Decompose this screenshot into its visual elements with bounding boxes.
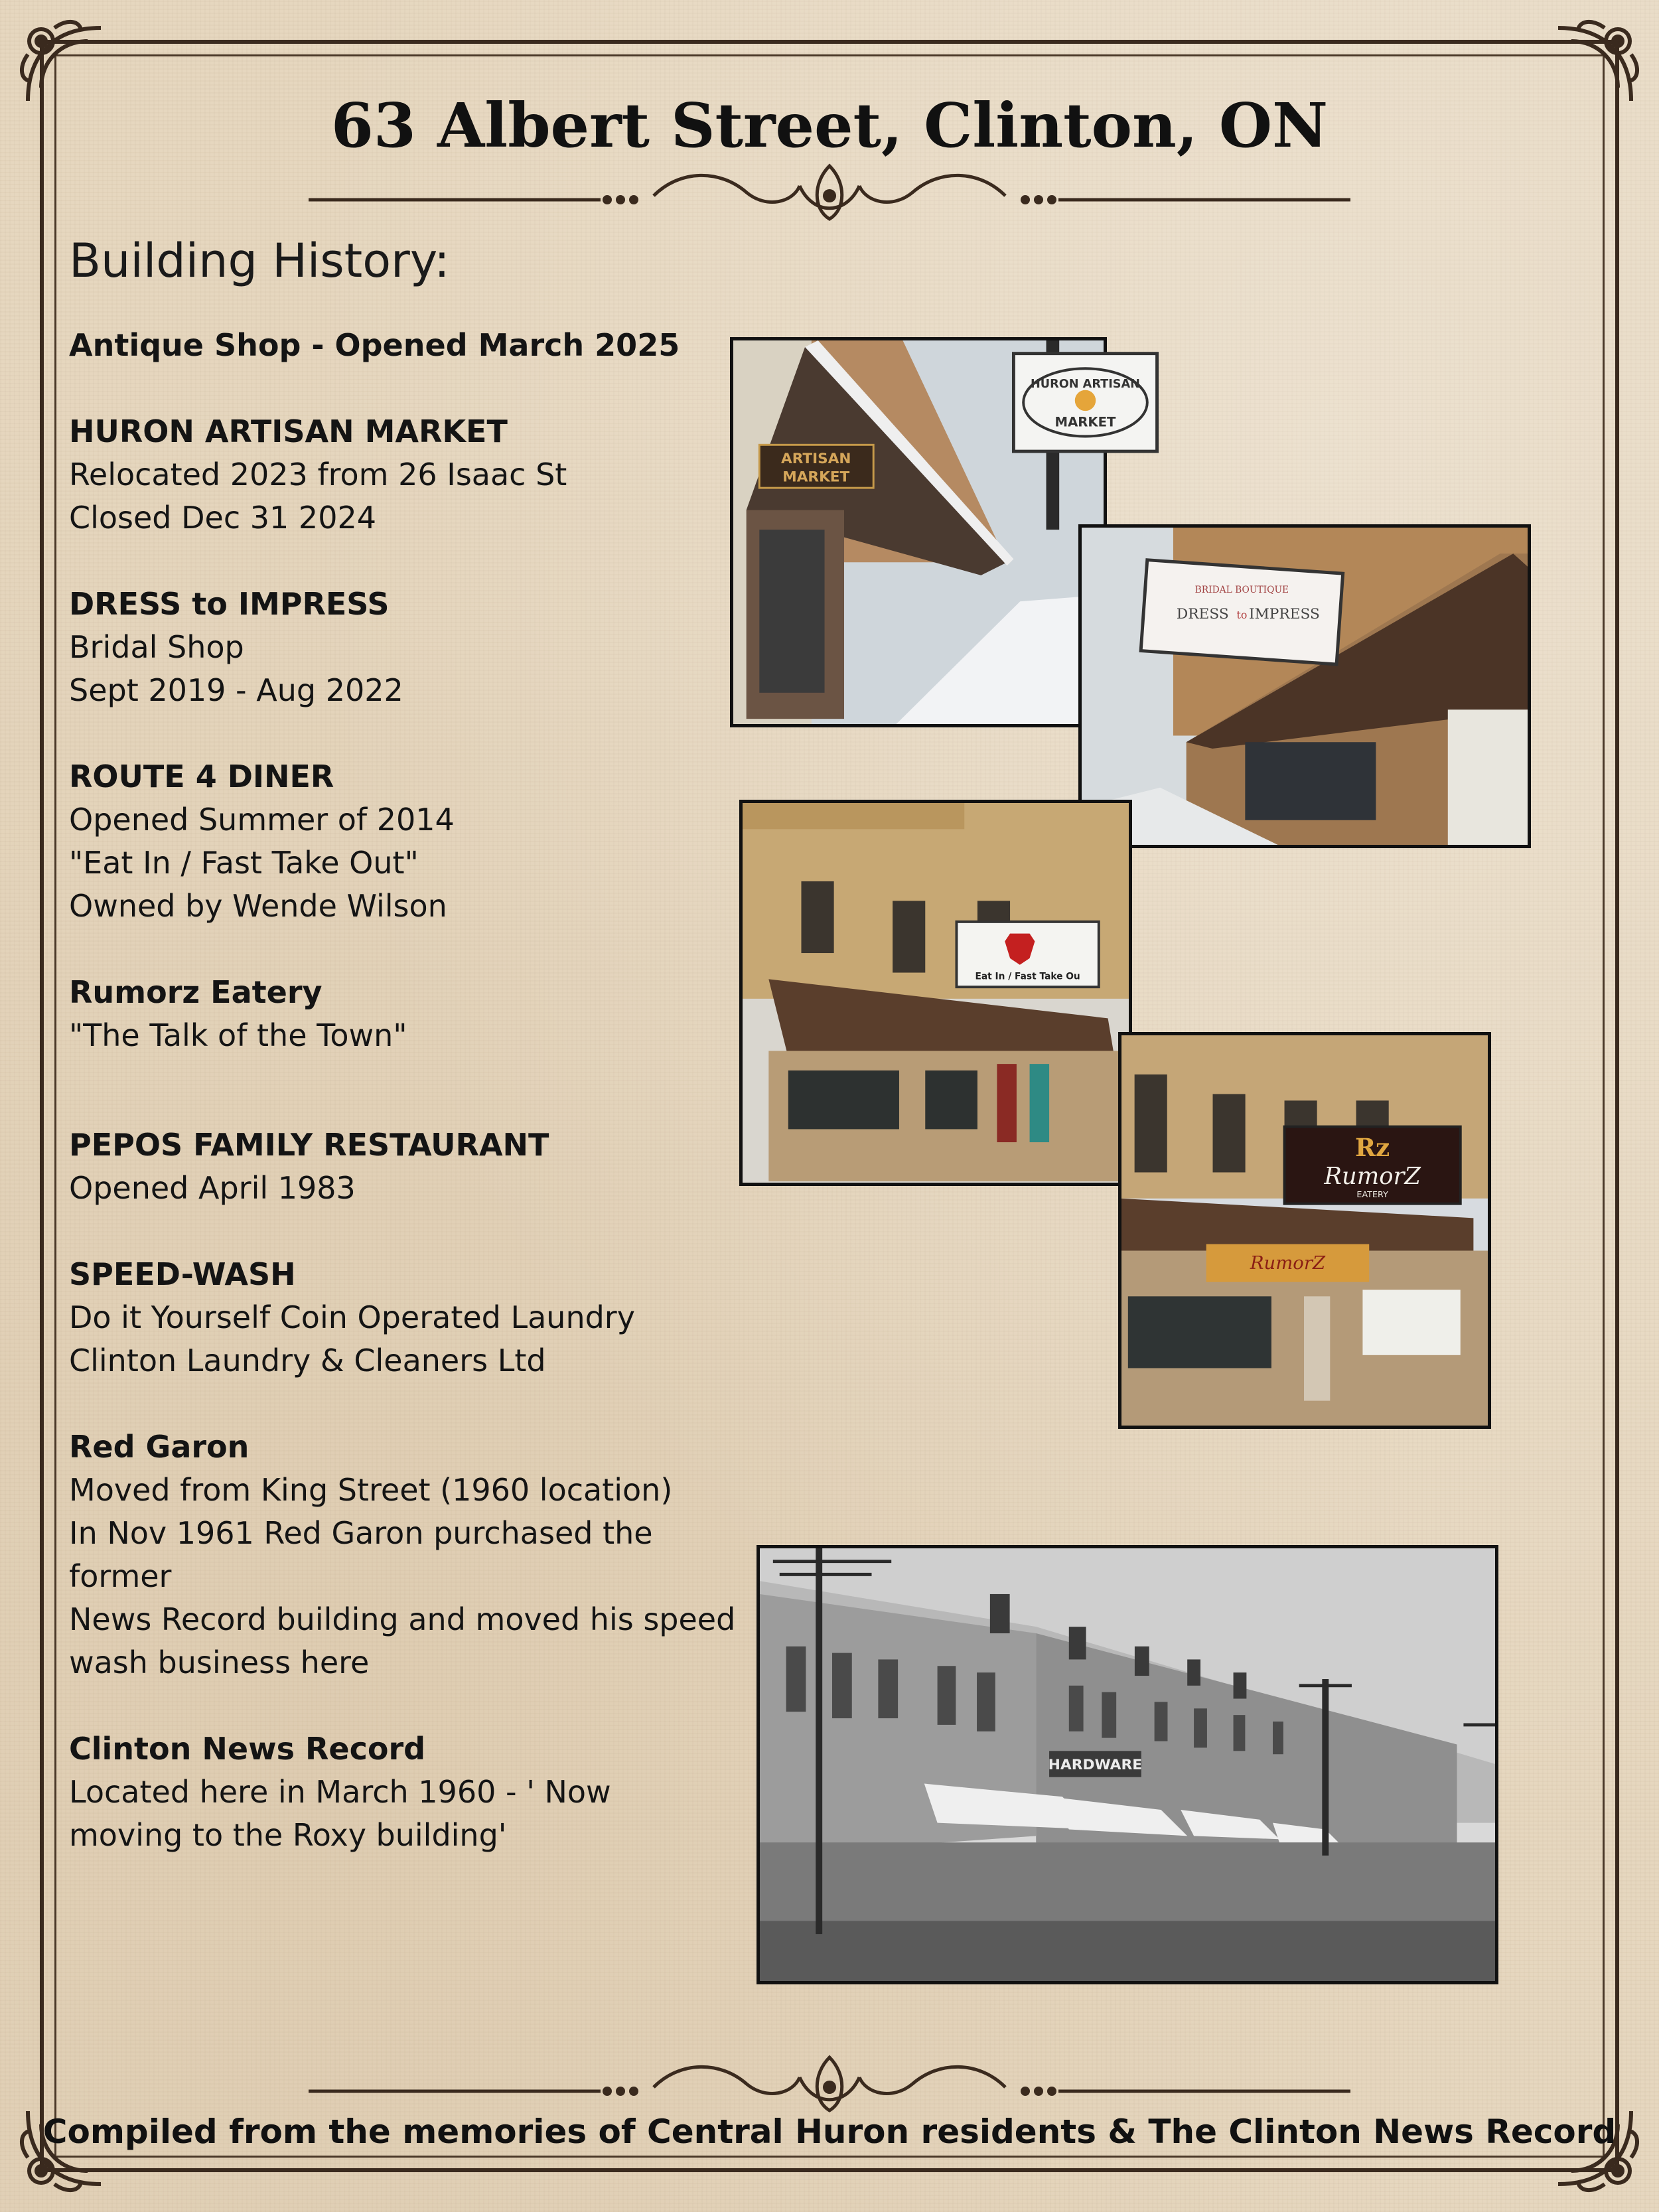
history-entry — [69, 583, 746, 712]
footer-credit: Compiled from the memories of Central Huron residents & The Clinton News Record — [42, 2112, 1617, 2151]
photo-route-4-diner — [739, 800, 1132, 1186]
entry-line: Moved from King Street (1960 location) — [69, 1472, 673, 1508]
entry-line: Opened Summer of 2014 — [69, 802, 455, 838]
entry-line: moving to the Roxy building' — [69, 1817, 507, 1853]
entry-title: Red Garon — [69, 1429, 250, 1465]
entry-title: HURON ARTISAN MARKET — [69, 413, 508, 449]
entry-line: Clinton Laundry & Cleaners Ltd — [69, 1343, 546, 1378]
artisan-awning-line1: ARTISAN — [781, 450, 851, 467]
entry-line: Bridal Shop — [69, 629, 244, 665]
entry-line: Opened April 1983 — [69, 1170, 356, 1206]
history-entry — [69, 755, 746, 928]
entry-title: Rumorz Eatery — [69, 974, 323, 1010]
entry-line: Do it Yourself Coin Operated Laundry — [69, 1299, 635, 1335]
entry-line: News Record building and moved his speed — [69, 1601, 736, 1637]
section-heading: Building History: — [69, 234, 450, 288]
entry-line: "The Talk of the Town" — [69, 1017, 407, 1053]
history-entry — [69, 1124, 746, 1210]
history-entry — [69, 971, 746, 1057]
history-entry — [69, 1253, 746, 1382]
entry-line: Relocated 2023 from 26 Isaac St — [69, 457, 567, 492]
entry-line: wash business here — [69, 1645, 370, 1680]
entry-line: Located here in March 1960 - ' Now — [69, 1774, 611, 1810]
entry-title: DRESS to IMPRESS — [69, 586, 390, 622]
entry-title: ROUTE 4 DINER — [69, 759, 334, 794]
entry-line: Closed Dec 31 2024 — [69, 500, 376, 536]
history-entry — [69, 1426, 746, 1684]
dress-sign-word3: IMPRESS — [1249, 606, 1320, 623]
entry-title: PEPOS FAMILY RESTAURANT — [69, 1127, 549, 1163]
artisan-sign-line1: HURON ARTISAN — [1031, 377, 1140, 391]
entry-line: In Nov 1961 Red Garon purchased the former — [69, 1515, 653, 1594]
dress-sign-word1: DRESS — [1176, 606, 1229, 623]
photo-rumorz-eatery — [1118, 1032, 1491, 1429]
rumorz-logo: Rz — [1355, 1132, 1390, 1162]
entry-title: Antique Shop - Opened March 2025 — [69, 327, 680, 363]
dress-sign-word2: to — [1236, 609, 1248, 622]
history-entry — [69, 1728, 746, 1857]
history-entry — [69, 410, 746, 540]
entry-title: Clinton News Record — [69, 1731, 426, 1767]
rumorz-awning-name: RumorZ — [1250, 1252, 1326, 1274]
rumorz-sub: EATERY — [1356, 1189, 1388, 1200]
history-entry — [69, 324, 746, 367]
entry-line: Owned by Wende Wilson — [69, 888, 447, 924]
photo-artisan-market — [730, 337, 1140, 727]
entry-line: Sept 2019 - Aug 2022 — [69, 672, 403, 708]
entry-title: SPEED-WASH — [69, 1256, 296, 1292]
artisan-awning-line2: MARKET — [782, 469, 850, 486]
artisan-sign-line2: MARKET — [1054, 414, 1116, 430]
diner-sign-text: Eat In / Fast Take Ou — [975, 971, 1080, 982]
photo-dress-to-impress — [1078, 524, 1531, 848]
ornament-divider-icon — [309, 2047, 1350, 2114]
dress-sign-line1: BRIDAL BOUTIQUE — [1194, 584, 1289, 595]
history-list — [69, 324, 746, 1857]
page-title: 63 Albert Street, Clinton, ON — [330, 90, 1329, 161]
photo-historic-streetscape — [757, 1545, 1498, 1984]
ornament-divider-icon — [309, 156, 1350, 222]
entry-line: "Eat In / Fast Take Out" — [69, 845, 419, 881]
rumorz-name: RumorZ — [1324, 1163, 1421, 1191]
hardware-sign: HARDWARE — [1048, 1756, 1143, 1773]
